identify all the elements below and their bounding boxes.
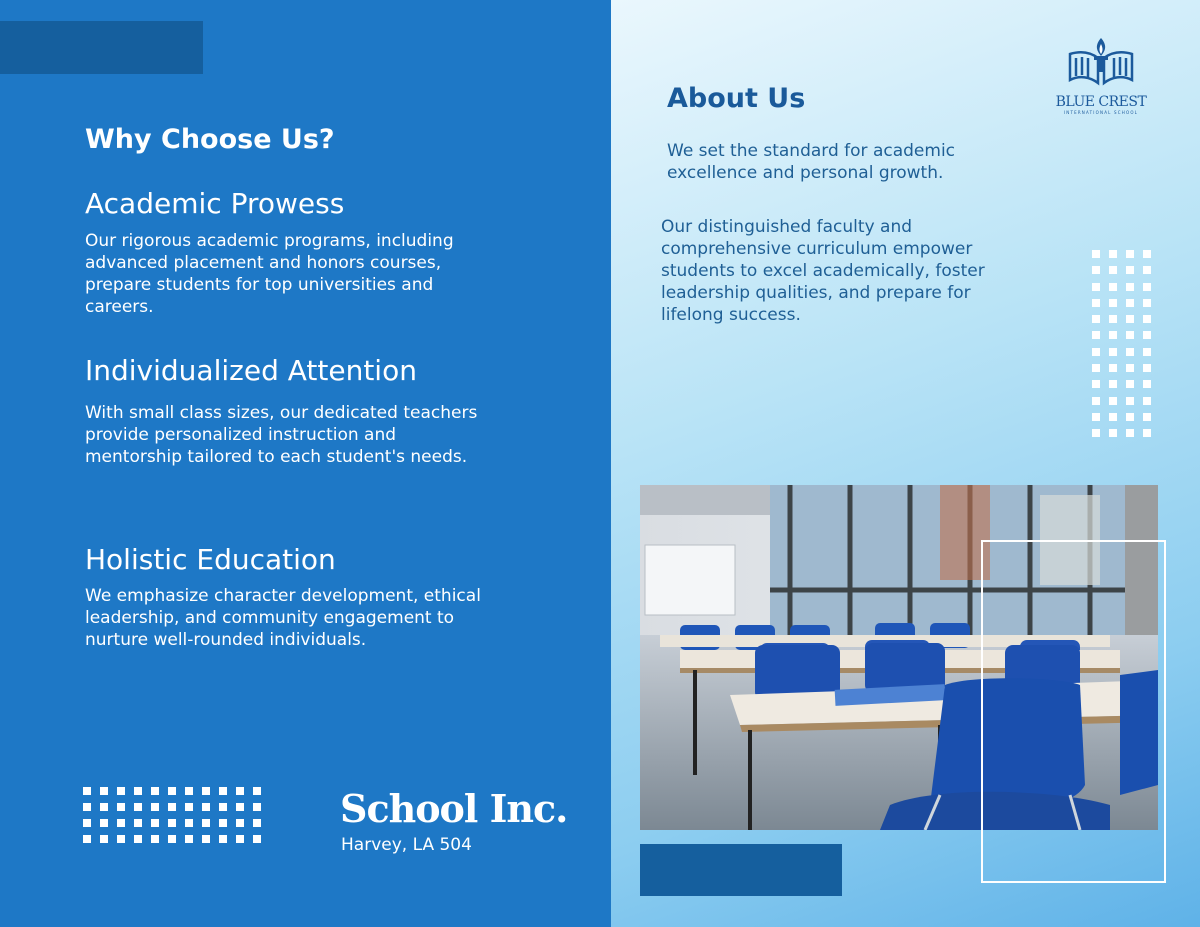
section-body-academic: Our rigorous academic programs, including advanced placement and honors courses, prepare students for top universities and careers. [85, 231, 454, 317]
dot [185, 835, 193, 843]
dot [1092, 283, 1100, 291]
dot [1143, 266, 1151, 274]
dot [1126, 331, 1134, 339]
dot [1126, 299, 1134, 307]
dot [219, 803, 227, 811]
dot [1092, 331, 1100, 339]
dot [1143, 283, 1151, 291]
dot [1143, 380, 1151, 388]
dot [202, 803, 210, 811]
right-panel [611, 0, 1200, 927]
dot [1143, 348, 1151, 356]
dot [168, 819, 176, 827]
dot [202, 819, 210, 827]
dot [1109, 299, 1117, 307]
dot [117, 787, 125, 795]
dot [185, 787, 193, 795]
about-heading: About Us [667, 83, 806, 114]
dot [1109, 266, 1117, 274]
dot [83, 787, 91, 795]
dot [151, 803, 159, 811]
section-title-academic: Academic Prowess [85, 187, 345, 220]
dot [1143, 315, 1151, 323]
decorative-tab-bottom [640, 844, 842, 896]
about-body: Our distinguished faculty and comprehensive curriculum empower students to excel academically, foster leadership qualities, and prepare for lifelong success. [661, 217, 985, 325]
dot [100, 835, 108, 843]
dot [1143, 397, 1151, 405]
dot [1092, 364, 1100, 372]
dot [134, 835, 142, 843]
dot [1109, 413, 1117, 421]
dot [168, 835, 176, 843]
dot [1092, 266, 1100, 274]
dot [151, 835, 159, 843]
dot [219, 835, 227, 843]
dot [1143, 429, 1151, 437]
dot [1109, 364, 1117, 372]
dot [100, 787, 108, 795]
dot [1143, 413, 1151, 421]
torch-book-icon [1066, 36, 1136, 88]
dot [1126, 397, 1134, 405]
dot [1092, 348, 1100, 356]
dot [1126, 283, 1134, 291]
dot [185, 819, 193, 827]
dot [253, 803, 261, 811]
dot [168, 803, 176, 811]
dot [83, 835, 91, 843]
dot [236, 835, 244, 843]
dot [117, 803, 125, 811]
dot [151, 819, 159, 827]
dot [134, 819, 142, 827]
dot [1143, 299, 1151, 307]
decorative-tab-top [0, 21, 203, 74]
dot [236, 803, 244, 811]
dot [1109, 315, 1117, 323]
dot [1109, 250, 1117, 258]
dot [100, 819, 108, 827]
dot [100, 803, 108, 811]
dot [1109, 380, 1117, 388]
dot [253, 819, 261, 827]
dot [1092, 250, 1100, 258]
section-title-attention: Individualized Attention [85, 354, 417, 387]
dot [1109, 348, 1117, 356]
school-logo [1051, 36, 1151, 115]
dot [1109, 283, 1117, 291]
dot [1126, 364, 1134, 372]
dot [1092, 380, 1100, 388]
dot [83, 819, 91, 827]
dot-pattern-left [83, 787, 261, 843]
dot [1126, 266, 1134, 274]
dot [168, 787, 176, 795]
section-body-attention: With small class sizes, our dedicated teachers provide personalized instruction and mentorship tailored to each student's needs. [85, 403, 478, 467]
dot [1092, 413, 1100, 421]
dot [134, 787, 142, 795]
dot [1143, 331, 1151, 339]
dot [202, 835, 210, 843]
section-title-holistic: Holistic Education [85, 543, 336, 576]
dot [117, 835, 125, 843]
address: Harvey, LA 504 [341, 835, 472, 855]
dot [1126, 380, 1134, 388]
dot [1092, 397, 1100, 405]
why-choose-heading: Why Choose Us? [85, 124, 335, 155]
dot [1126, 315, 1134, 323]
dot [236, 819, 244, 827]
dot [253, 787, 261, 795]
dot [134, 803, 142, 811]
dot [1092, 299, 1100, 307]
about-lead: We set the standard for academic excellence and personal growth. [667, 141, 956, 183]
dot [219, 787, 227, 795]
dot [1126, 413, 1134, 421]
dot [151, 787, 159, 795]
logo-subtitle: INTERNATIONAL SCHOOL [1063, 110, 1139, 115]
dot [1143, 364, 1151, 372]
dot [1109, 331, 1117, 339]
decorative-frame [981, 540, 1166, 883]
dot [1143, 250, 1151, 258]
dot [1109, 429, 1117, 437]
dot [202, 787, 210, 795]
dot [219, 819, 227, 827]
dot [1092, 315, 1100, 323]
logo-name: BLUE CREST [1055, 94, 1147, 110]
dot [185, 803, 193, 811]
dot [1092, 429, 1100, 437]
dot [236, 787, 244, 795]
dot [1126, 348, 1134, 356]
dot [83, 803, 91, 811]
dot [253, 835, 261, 843]
dot-pattern-right [1092, 250, 1151, 437]
dot [1126, 250, 1134, 258]
dot [1126, 429, 1134, 437]
dot [1109, 397, 1117, 405]
section-body-holistic: We emphasize character development, ethical leadership, and community engagement to nurture well-rounded individuals. [85, 586, 481, 650]
brand-name: School Inc. [340, 786, 568, 831]
dot [117, 819, 125, 827]
